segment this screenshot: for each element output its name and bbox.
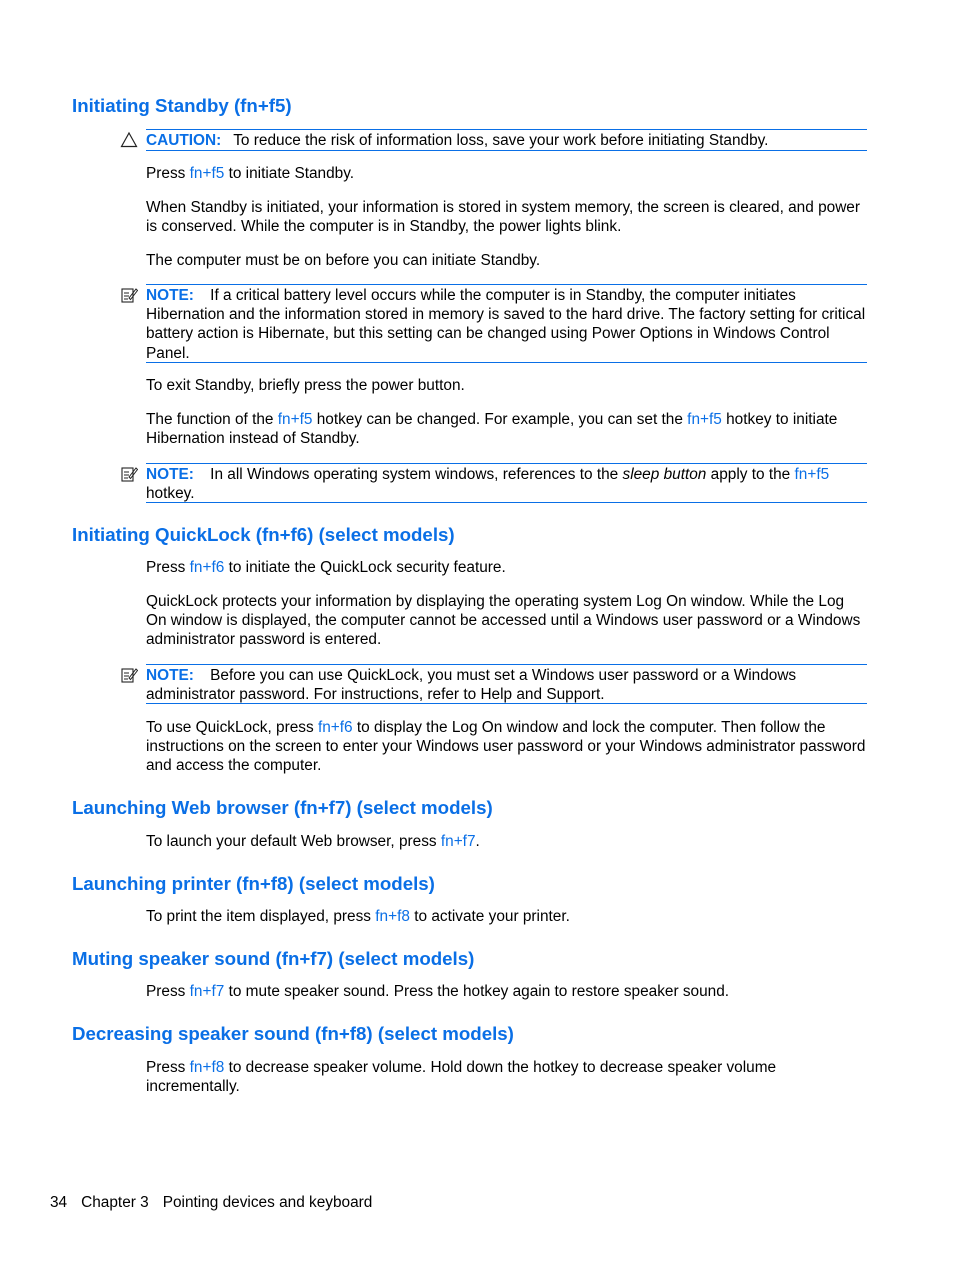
- heading-browser: Launching Web browser (fn+f7) (select models): [72, 797, 493, 818]
- heading-decrease: Decreasing speaker sound (fn+f8) (select models): [72, 1023, 514, 1044]
- hotkey: fn+f5: [794, 466, 830, 483]
- text: Press: [146, 1059, 190, 1076]
- heading-printer: Launching printer (fn+f8) (select models): [72, 873, 435, 894]
- text: To launch your default Web browser, press: [146, 833, 441, 850]
- paragraph: [146, 410, 868, 448]
- warning-triangle-icon: [120, 131, 138, 149]
- paragraph: [146, 832, 868, 851]
- note-text: Before you can use QuickLock, you must set a Windows user password or a Windows administrator password. For instructions, refer to Help and Support.: [146, 667, 797, 704]
- text: to decrease speaker volume. Hold down the hotkey to decrease speaker volume incrementally.: [146, 1059, 777, 1096]
- text: To use QuickLock, press: [146, 719, 318, 736]
- note-pencil-icon: [120, 286, 138, 304]
- hotkey: fn+f5: [189, 165, 225, 182]
- caution-label: CAUTION:: [146, 132, 222, 149]
- page-footer: [50, 1193, 386, 1212]
- note-label: NOTE:: [146, 667, 194, 684]
- hotkey: fn+f6: [317, 719, 353, 736]
- text: hotkey can be changed. For example, you can set the: [312, 411, 688, 428]
- text: Press: [146, 559, 190, 576]
- paragraph: [146, 718, 868, 776]
- note-label: NOTE:: [146, 466, 194, 483]
- heading-quicklock: Initiating QuickLock (fn+f6) (select models): [72, 524, 455, 545]
- note-box: [146, 463, 867, 503]
- paragraph: [146, 164, 868, 183]
- caution-text: To reduce the risk of information loss, save your work before initiating Standby.: [233, 132, 769, 149]
- paragraph: To exit Standby, briefly press the power button.: [146, 377, 465, 394]
- hotkey: fn+f8: [375, 908, 410, 925]
- hotkey: fn+f5: [277, 411, 313, 428]
- note-pencil-icon: [120, 666, 138, 684]
- text: to activate your printer.: [409, 908, 570, 925]
- chapter-title: Pointing devices and keyboard: [162, 1194, 373, 1211]
- text: to initiate Standby.: [224, 165, 355, 182]
- paragraph: The computer must be on before you can initiate Standby.: [146, 252, 541, 269]
- paragraph: [146, 982, 868, 1001]
- chapter-label: Chapter 3: [81, 1194, 149, 1211]
- heading-mute: Muting speaker sound (fn+f7) (select models): [72, 948, 475, 969]
- paragraph: [146, 907, 868, 926]
- hotkey: fn+f6: [189, 559, 225, 576]
- text: .: [475, 833, 480, 850]
- text: To print the item displayed, press: [146, 908, 376, 925]
- paragraph: [146, 558, 868, 577]
- text: to display the Log On window and lock the computer. Then follow the instructions on the screen to enter your Windows user password or your Windows administrator password and access the computer.: [146, 719, 866, 775]
- hotkey: fn+f5: [687, 411, 722, 428]
- hotkey: fn+f7: [189, 983, 225, 1000]
- hotkey: fn+f7: [440, 833, 476, 850]
- page-number: 34: [50, 1194, 68, 1211]
- text: Press: [146, 983, 190, 1000]
- text: Press: [146, 165, 190, 182]
- paragraph: When Standby is initiated, your information is stored in system memory, the screen is cleared, and power is conserved. While the computer is in Standby, the power lights blink.: [146, 199, 860, 236]
- note-box: [146, 284, 867, 363]
- text: The function of the: [146, 411, 278, 428]
- paragraph: QuickLock protects your information by displaying the operating system Log On window. While the Log On window is displayed, the computer cannot be accessed until a Windows user password or a Windows administrator password is entered.: [146, 593, 861, 649]
- text: hotkey.: [146, 485, 195, 503]
- note-box: [146, 664, 867, 704]
- note-label: NOTE:: [146, 287, 194, 304]
- text: to initiate the QuickLock security feature.: [224, 559, 506, 576]
- text: apply to the: [706, 466, 795, 483]
- emphasis: sleep button: [622, 466, 707, 483]
- heading-standby: Initiating Standby (fn+f5): [72, 95, 292, 116]
- text: to mute speaker sound. Press the hotkey again to restore speaker sound.: [224, 983, 730, 1000]
- note-pencil-icon: [120, 465, 138, 483]
- text: In all Windows operating system windows, references to the: [210, 466, 623, 483]
- paragraph: [146, 1058, 868, 1096]
- hotkey: fn+f8: [189, 1059, 225, 1076]
- note-text: If a critical battery level occurs while the computer is in Standby, the computer initiates Hibernation and the information stored in memory is saved to the hard drive. The factory setting for critical battery action is Hibernate, but this setting can be changed using Power Options in Windows Control Panel.: [146, 287, 866, 362]
- caution-box: [146, 129, 867, 151]
- text: hotkey to initiate Hibernation instead of Standby.: [146, 411, 838, 448]
